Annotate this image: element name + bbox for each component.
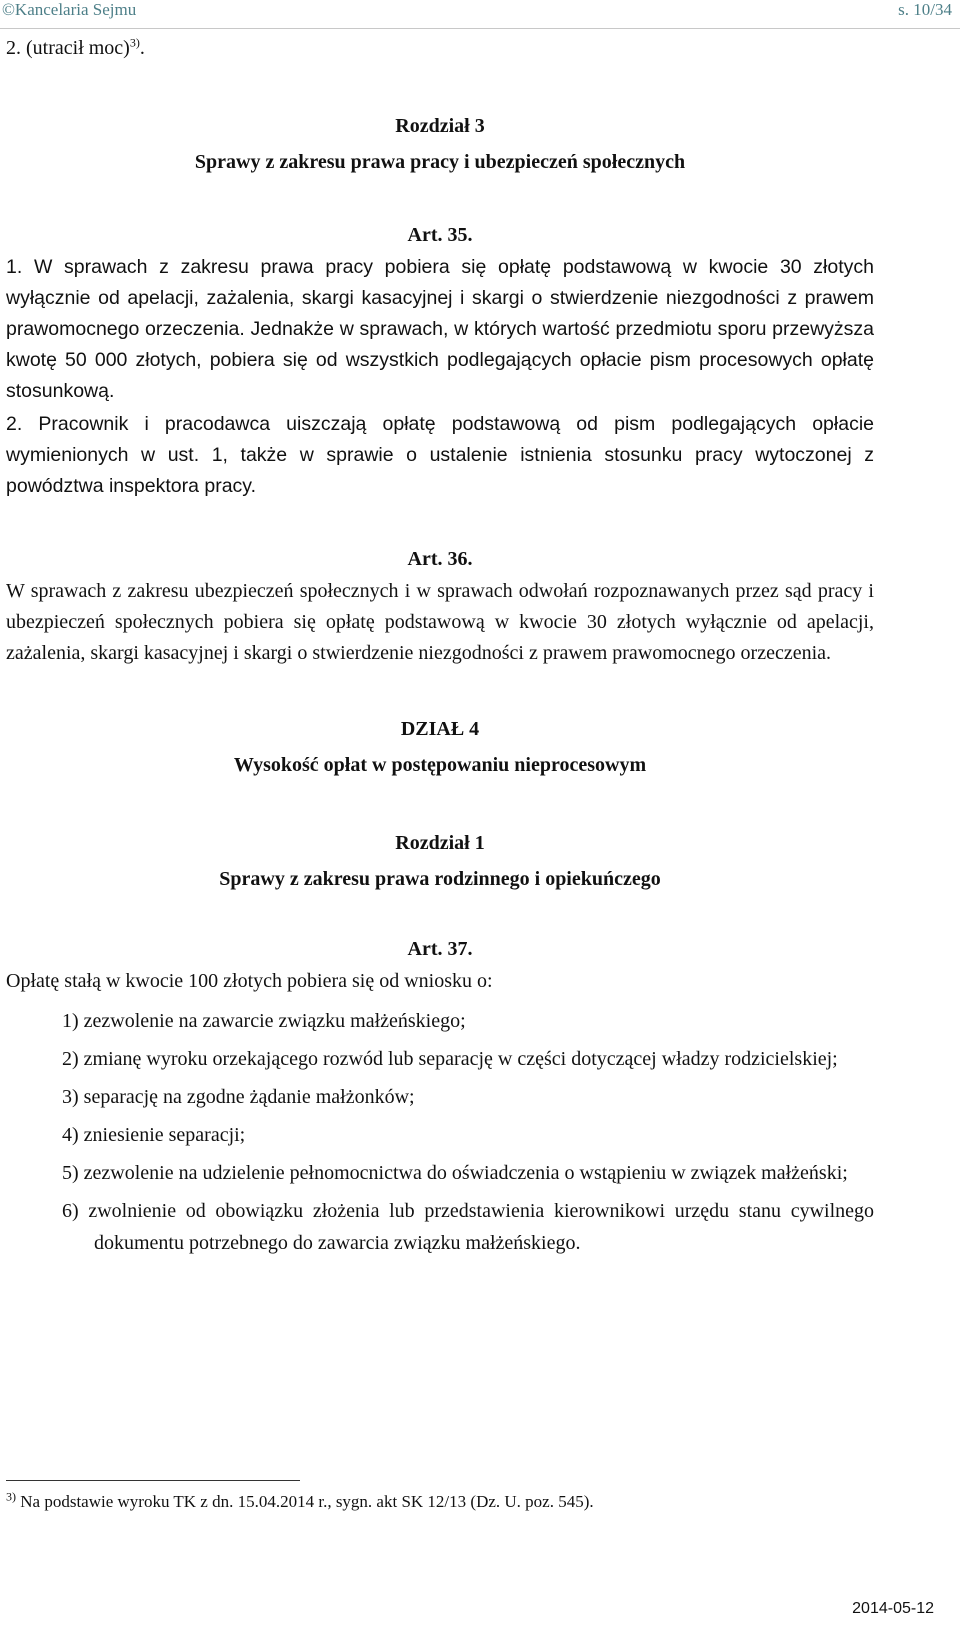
footnote-text: Na podstawie wyroku TK z dn. 15.04.2014 r., sygn. akt SK 12/13 (Dz. U. poz. 545). xyxy=(16,1492,594,1511)
chapter-3-title: Rozdział 3 xyxy=(395,115,485,137)
list-item: 4) zniesienie separacji; xyxy=(62,1124,246,1146)
art-35-heading: Art. 35. xyxy=(407,224,473,246)
footer-date: 2014-05-12 xyxy=(852,1600,934,1617)
art-37-heading: Art. 37. xyxy=(407,938,473,960)
division-4-title: DZIAŁ 4 xyxy=(400,718,480,740)
footnote xyxy=(6,1489,594,1512)
division-4-subtitle: Wysokość opłat w postępowaniu nieprocesowym xyxy=(233,754,647,776)
art-37-list xyxy=(6,1005,874,1259)
list-item: 6) zwolnienie od obowiązku złożenia lub przedstawienia kierownikowi urzędu stanu cywilnego dokumentu potrzebnego do zawarcia związku małżeńskiego. xyxy=(62,1200,874,1254)
art-35-para-2: 2. Pracownik i pracodawca uiszczają opłatę podstawową od pism podlegających opłacie wymienionych w ust. 1, także w sprawie o ustalenie istnienia stosunku pracy wytoczonej z powództwa inspektora pracy. xyxy=(6,413,874,497)
publisher-link[interactable]: ©Kancelaria Sejmu xyxy=(2,0,137,19)
footnote-marker: 3) xyxy=(6,1489,16,1504)
chapter-1-subtitle: Sprawy z zakresu prawa rodzinnego i opiekuńczego xyxy=(219,868,661,890)
footnote-divider xyxy=(6,1480,300,1481)
art-36-heading: Art. 36. xyxy=(407,548,473,570)
page-number-link[interactable]: s. 10/34 xyxy=(898,0,952,19)
art-37-intro: Opłatę stałą w kwocie 100 złotych pobiera się od wniosku o: xyxy=(6,970,493,992)
list-item: 5) zezwolenie na udzielenie pełnomocnictwa do oświadczenia o wstąpieniu w związek małżeński; xyxy=(62,1162,848,1184)
page-header xyxy=(0,0,960,29)
chapter-3-subtitle: Sprawy z zakresu prawa pracy i ubezpieczeń społecznych xyxy=(194,151,686,173)
list-item: 2) zmianę wyroku orzekającego rozwód lub separację w części dotyczącej władzy rodzicielskiej; xyxy=(62,1048,838,1070)
chapter-1-title: Rozdział 1 xyxy=(395,832,485,854)
list-item: 3) separację na zgodne żądanie małżonków; xyxy=(62,1086,415,1108)
art-35-para-1: 1. W sprawach z zakresu prawa pracy pobiera się opłatę podstawową w kwocie 30 złotych wyłącznie od apelacji, zażalenia, skargi kasacyjnej i skargi o stwierdzenie niezgodności z prawem prawomocnego orzeczenia. Jednakże w sprawach, w których wartość przedmiotu sporu przewyższa kwotę 50 000 złotych, pobiera się od wszystkich podlegających opłacie pism procesowych opłatę stosunkową. xyxy=(6,256,874,402)
footnote-ref: 3) xyxy=(129,35,140,50)
lost-power-item: 2. (utracił moc)$^{3)}$. xyxy=(6,35,145,59)
art-36-text: W sprawach z zakresu ubezpieczeń społecznych i w sprawach odwołań rozpoznawanych przez sąd pracy i ubezpieczeń społecznych pobiera się opłatę podstawową w kwocie 30 złotych wyłącznie od apelacji, zażalenia, skargi kasacyjnej i skargi o stwierdzenie niezgodności z prawem prawomocnego orzeczenia. xyxy=(6,580,874,664)
list-item: 1) zezwolenie na zawarcie związku małżeńskiego; xyxy=(62,1010,466,1032)
document-body xyxy=(6,28,874,1265)
